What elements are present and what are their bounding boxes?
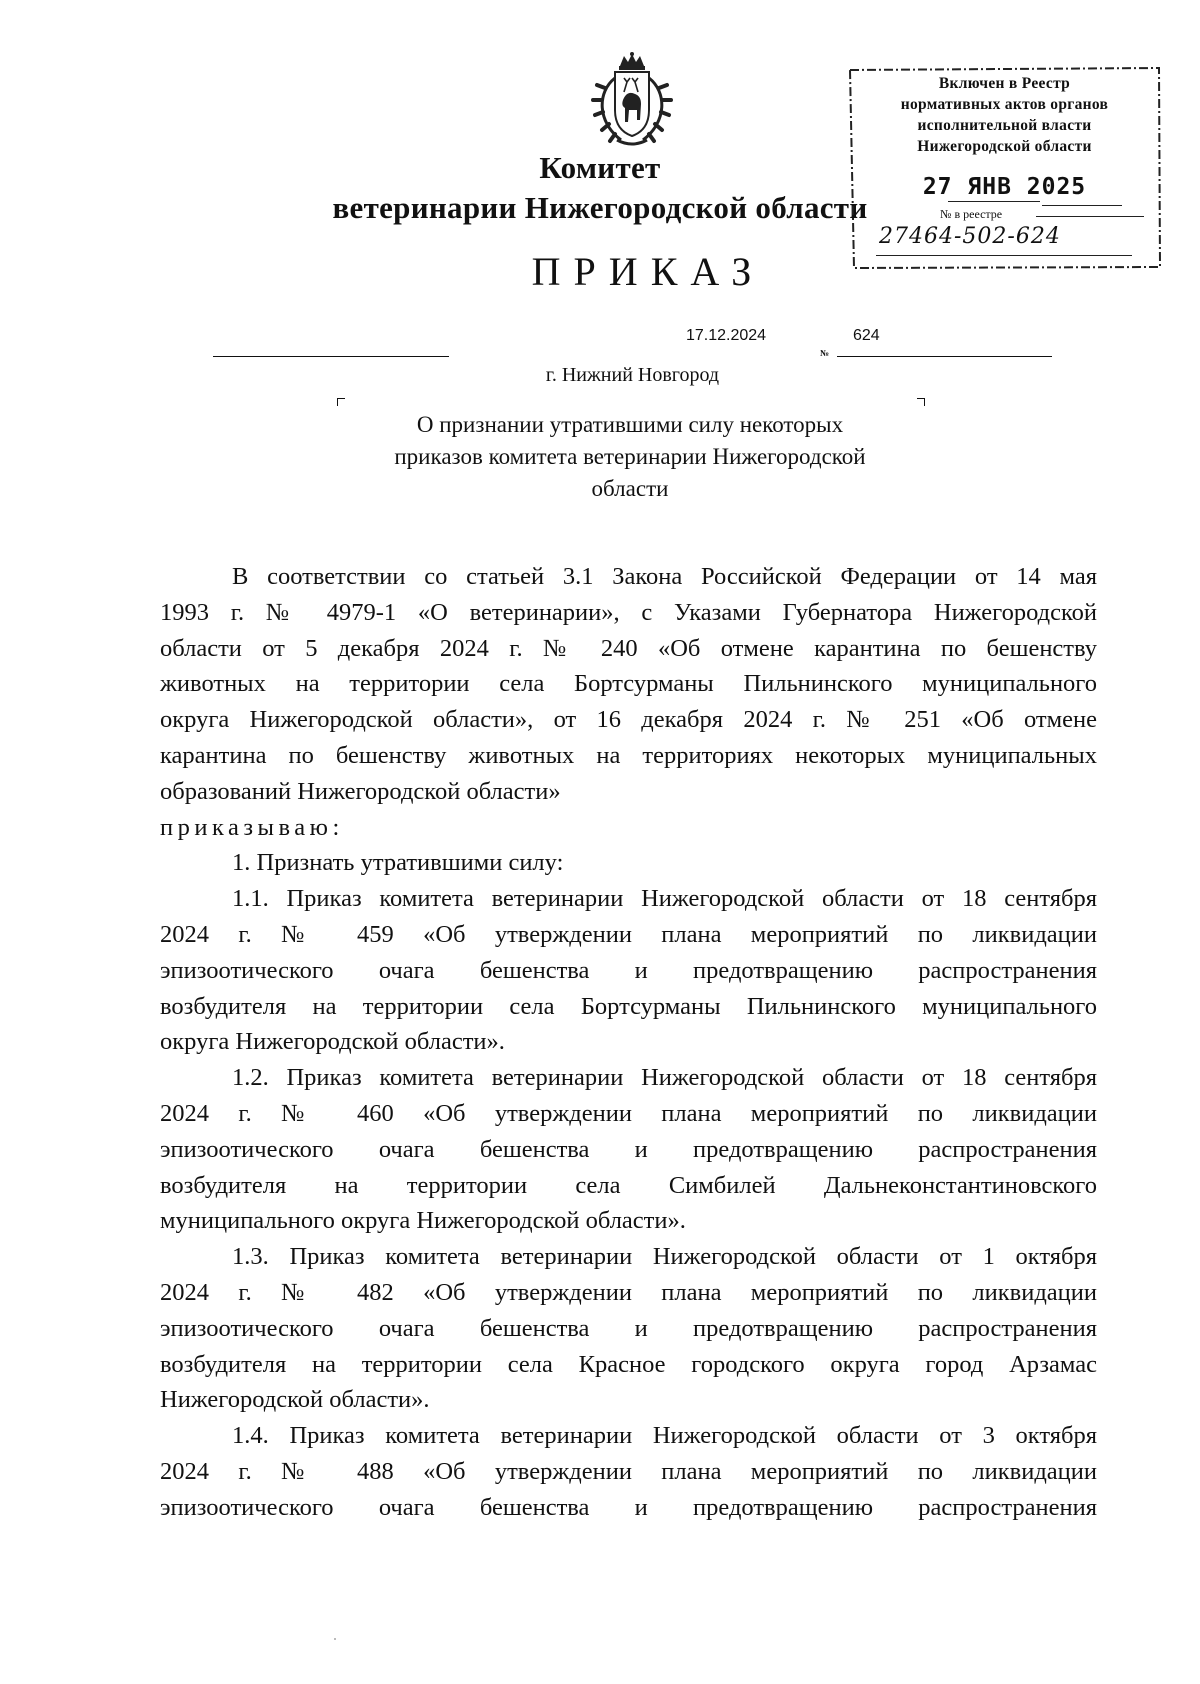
stamp-text-line: исполнительной власти bbox=[917, 117, 1092, 134]
body-line: возбудителя на территории села Бортсурманы Пильнинского муниципального bbox=[160, 992, 1097, 1020]
stamp-registry-number: 27464-502-624 bbox=[879, 224, 1061, 249]
body-line: 2024 г. № 459 «Об утверждении плана мероприятий по ликвидации bbox=[160, 920, 1097, 948]
body-line: 2024 г. № 482 «Об утверждении плана мероприятий по ликвидации bbox=[160, 1278, 1097, 1306]
document-number: 624 bbox=[853, 327, 880, 344]
stamp-underline bbox=[948, 201, 1040, 202]
stamp-date: 27 ЯНВ 2025 bbox=[922, 174, 1087, 200]
stamp-text-line: Включен в Реестр bbox=[938, 75, 1071, 92]
subject-bracket-left bbox=[337, 398, 345, 406]
body-line: округа Нижегородской области», от 16 декабря 2024 г. № 251 «Об отмене bbox=[160, 706, 1097, 734]
body-line: муниципального округа Нижегородской области». bbox=[160, 1207, 686, 1235]
point-1: 1. Признать утратившими силу: bbox=[232, 849, 564, 877]
stamp-registry-label: № в реестре bbox=[940, 207, 1003, 221]
body-line: 1.2. Приказ комитета ветеринарии Нижегородской области от 18 сентября bbox=[232, 1064, 1097, 1092]
body-line: эпизоотического очага бешенства и предотвращению распространения bbox=[160, 1314, 1097, 1342]
document-subject bbox=[330, 409, 930, 505]
body-line: возбудителя на территории села Симбилей Дальнеконстантиновского bbox=[160, 1171, 1097, 1199]
body-line: эпизоотического очага бешенства и предотвращению распространения bbox=[160, 1135, 1097, 1163]
body-line: животных на территории села Бортсурманы Пильнинского муниципального bbox=[160, 670, 1097, 698]
coat-of-arms-emblem bbox=[591, 52, 673, 148]
subject-line: О признании утратившими силу некоторых bbox=[416, 412, 844, 437]
number-underline bbox=[837, 356, 1052, 357]
document-date: 17.12.2024 bbox=[686, 327, 767, 344]
organization-name-line1: Комитет bbox=[539, 150, 661, 185]
body-line: 1.3. Приказ комитета ветеринарии Нижегородской области от 1 октября bbox=[232, 1243, 1097, 1271]
body-line: округа Нижегородской области». bbox=[160, 1028, 505, 1056]
body-line: эпизоотического очага бешенства и предотвращению распространения bbox=[160, 1493, 1097, 1521]
stamp-underline bbox=[1036, 216, 1144, 217]
body-line: области от 5 декабря 2024 г. № 240 «Об отмене карантина по бешенству bbox=[160, 634, 1097, 662]
document-type-title: ПРИКАЗ bbox=[531, 249, 765, 294]
city: г. Нижний Новгород bbox=[545, 364, 720, 386]
date-underline bbox=[213, 356, 449, 357]
body-line: образований Нижегородской области» bbox=[160, 777, 561, 805]
scan-speck bbox=[334, 1638, 336, 1640]
registry-stamp bbox=[846, 64, 1163, 271]
body-line: эпизоотического очага бешенства и предотвращению распространения bbox=[160, 956, 1097, 984]
body-line: 1.1. Приказ комитета ветеринарии Нижегородской области от 18 сентября bbox=[232, 885, 1097, 913]
stamp-text-line: нормативных актов органов bbox=[900, 96, 1109, 113]
body-line: 2024 г. № 488 «Об утверждении плана мероприятий по ликвидации bbox=[160, 1457, 1097, 1485]
body-line: 1.4. Приказ комитета ветеринарии Нижегородской области от 3 октября bbox=[232, 1422, 1097, 1450]
subject-line: области bbox=[591, 476, 669, 501]
order-word: приказываю: bbox=[160, 813, 344, 841]
body-line: Нижегородской области». bbox=[160, 1386, 430, 1414]
stamp-text-line: Нижегородской области bbox=[917, 138, 1092, 155]
body-line: возбудителя на территории села Красное городского округа город Арзамас bbox=[160, 1350, 1097, 1378]
subject-line: приказов комитета ветеринарии Нижегородской bbox=[394, 444, 866, 469]
stamp-underline bbox=[1042, 205, 1122, 206]
body-line: В соответствии со статьей 3.1 Закона Российской Федерации от 14 мая bbox=[232, 563, 1097, 590]
number-sign: № bbox=[820, 348, 830, 358]
body-line: карантина по бешенству животных на территориях некоторых муниципальных bbox=[160, 741, 1097, 769]
body-line: 1993 г. № 4979-1 «О ветеринарии», с Указами Губернатора Нижегородской bbox=[160, 598, 1097, 626]
organization-name-line2: ветеринарии Нижегородской области bbox=[332, 190, 868, 225]
document-body bbox=[160, 559, 1097, 1526]
subject-bracket-right bbox=[917, 398, 925, 406]
body-line: 2024 г. № 460 «Об утверждении плана мероприятий по ликвидации bbox=[160, 1099, 1097, 1127]
stamp-underline bbox=[876, 255, 1132, 256]
